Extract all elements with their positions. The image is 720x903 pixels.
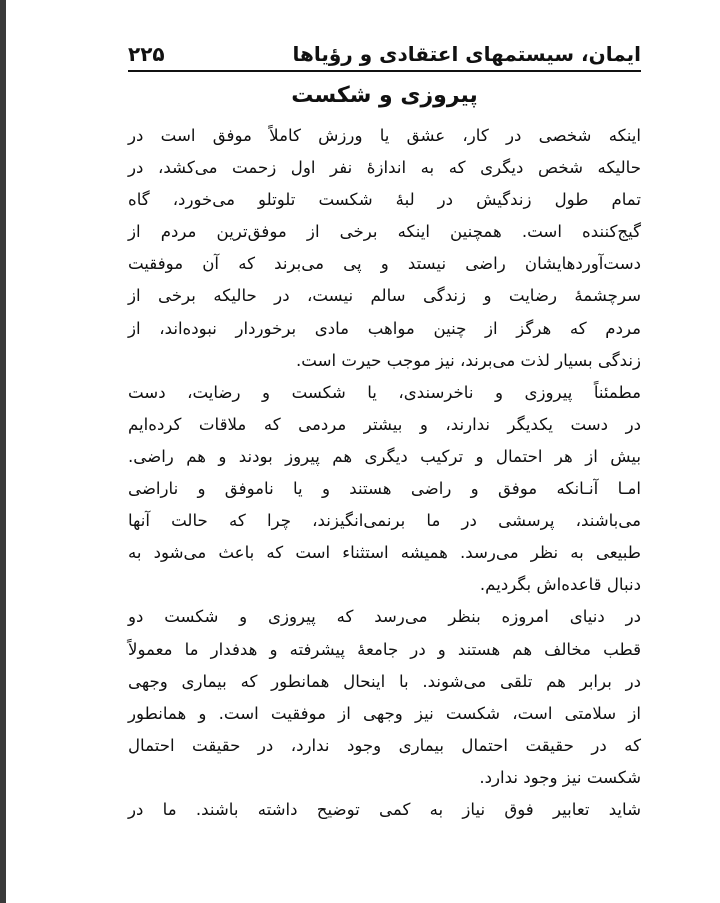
text-line: شاید تعابیر فوق نیاز به کمی توضیح داشته باشند. ما در bbox=[128, 799, 641, 819]
text-line: حالیکه شخص دیگری که به اندازهٔ نفر اول زحمت می‌کشد، در bbox=[128, 158, 641, 178]
text-line: در دنیای امروزه بنظر می‌رسد که پیروزی و شکست دو bbox=[128, 607, 641, 627]
text-line: اینکه شخصی در کار، عشق یا ورزش کاملاً موفق است در bbox=[128, 126, 641, 145]
text-line: که در حقیقت احتمال بیماری وجود ندارد، در حقیقت احتمال bbox=[128, 735, 641, 755]
text-line: سرچشمهٔ رضایت و زندگی سالم نیست، در حالیکه برخی از bbox=[128, 286, 641, 306]
text-line: بیش از هر احتمال و ترکیب دیگری هم پیروز بودند و هم راضی. bbox=[128, 446, 641, 466]
text-line: زندگی بسیار لذت می‌برند، نیز موجب حیرت است. bbox=[296, 350, 641, 370]
text-line: دنبال قاعده‌اش بگردیم. bbox=[479, 575, 641, 595]
text-line: تمام طول زندگیش در لبهٔ شکست تلوتلو می‌خورد، گاه bbox=[128, 190, 641, 210]
page-number: ۲۲۵ bbox=[128, 42, 165, 66]
text-line: شکست نیز وجود ندارد. bbox=[479, 767, 641, 787]
text-line: دست‌آوردهایشان راضی نیستد و پی می‌برند که آن موفقیت bbox=[128, 254, 641, 274]
text-line: قطب مخالف هم هستند و در جامعهٔ پیشرفته و هدفدار ما معمولاً bbox=[128, 639, 641, 659]
text-line: در برابر هم تلقی می‌شوند. با اینحال همانطور که بیماری وجهی bbox=[128, 671, 641, 691]
running-head-title: ایمان، سیستمهای اعتقادی و رؤیاها bbox=[292, 42, 641, 66]
running-head bbox=[128, 40, 641, 72]
text-line: می‌باشند، پرسشی در ما برنمی‌انگیزند، چرا که حالت آنها bbox=[128, 511, 641, 531]
page-edge-shadow bbox=[0, 0, 6, 903]
section-title: پیروزی و شکست bbox=[291, 83, 478, 108]
text-line: مردم که هرگز از چنین مواهب مادی برخوردار نبوده‌اند، از bbox=[128, 318, 641, 338]
text-line: طبیعی به نظر می‌رسد. همیشه استثناء است که باعث می‌شود به bbox=[128, 543, 641, 563]
body-text bbox=[128, 120, 641, 826]
text-line: امـا آنـانکه موفق و راضی هستند و یا ناموفق و ناراضی bbox=[128, 479, 641, 499]
text-line: گیج‌کننده است. همچنین اینکه برخی از موفق‌ترین مردم از bbox=[128, 222, 641, 242]
text-line: در دست یکدیگر ندارند، و بیشتر مردمی که ملاقات کرده‌ایم bbox=[128, 414, 641, 434]
text-line: مطمئناً پیروزی و ناخرسندی، یا شکست و رضایت، دست bbox=[128, 382, 641, 402]
text-line: از سلامتی است، شکست نیز وجهی از موفقیت است. و همانطور bbox=[128, 703, 641, 723]
